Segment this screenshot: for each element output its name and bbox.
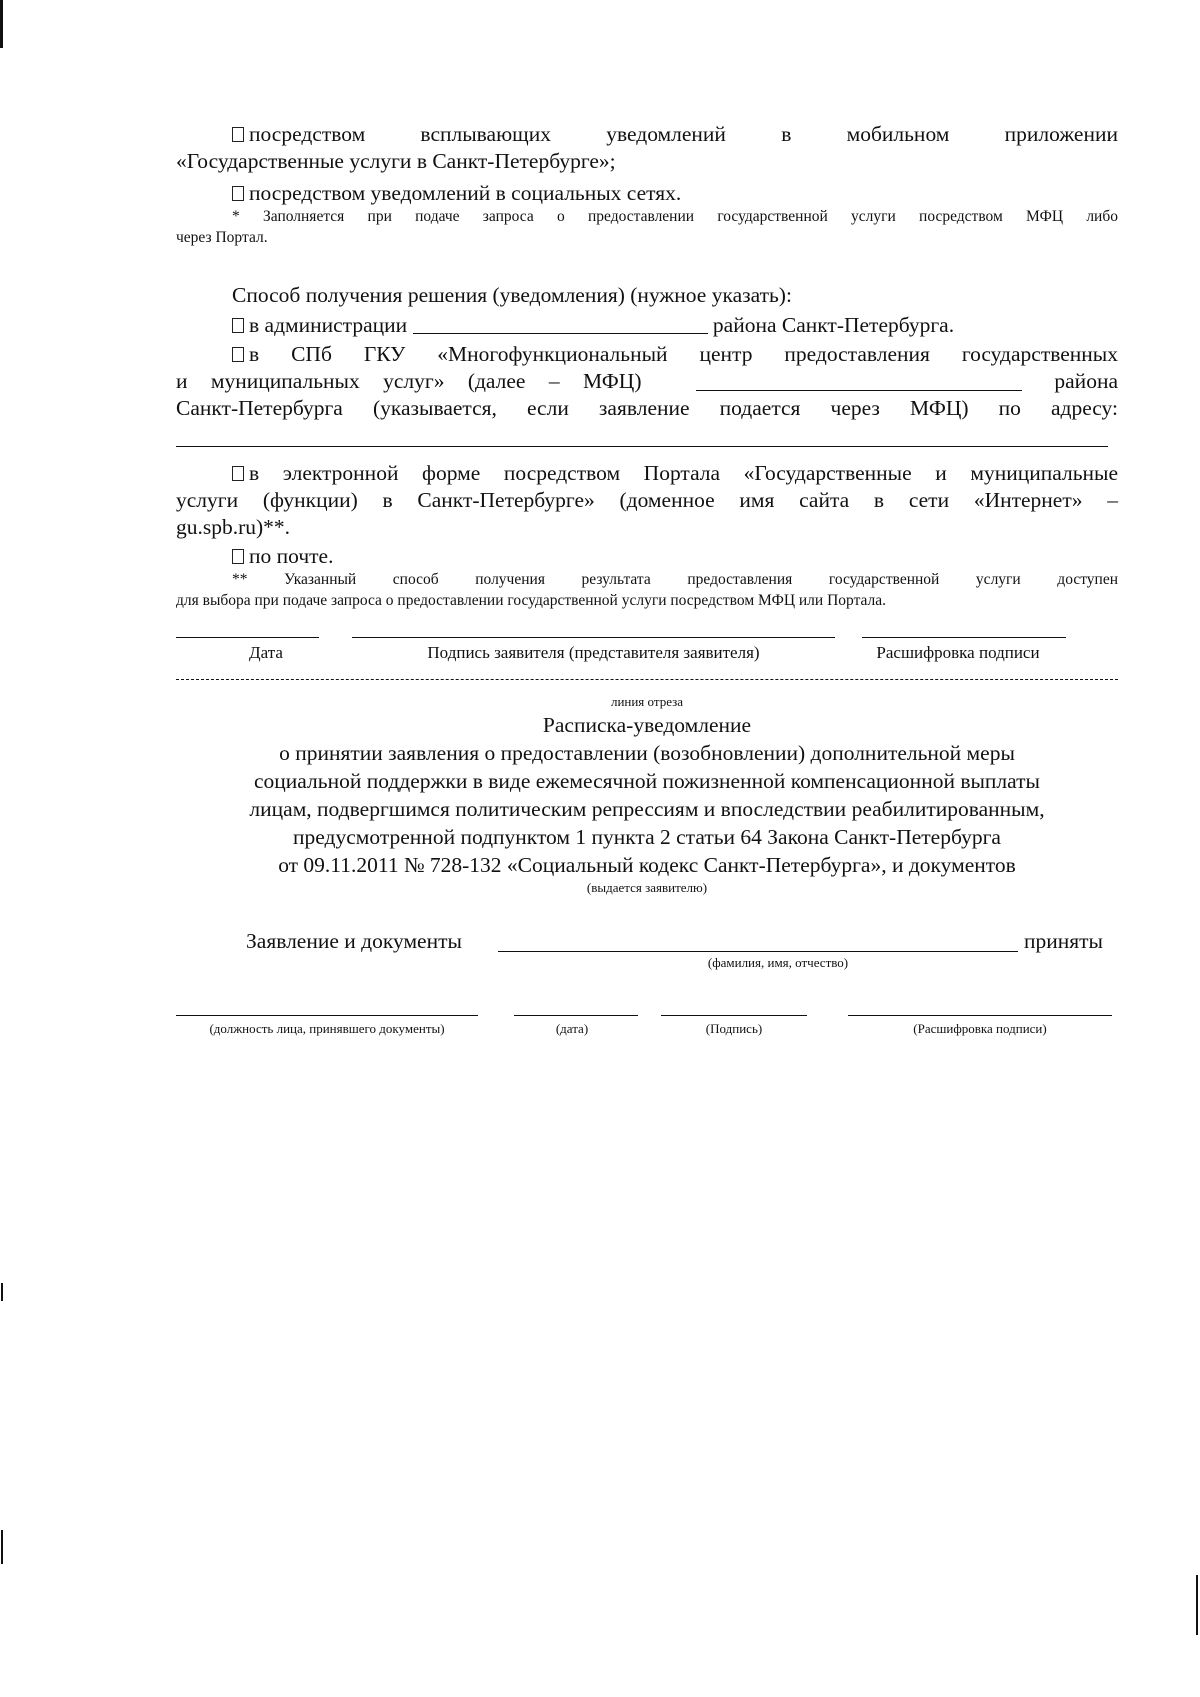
receipt-date-field[interactable] (514, 1015, 638, 1016)
method-post: по почте. (176, 543, 1118, 569)
method-mfc-line2-suffix: района (1054, 369, 1118, 393)
method-admin: в администрации района Санкт-Петербурга. (176, 311, 1118, 338)
mfc-address-field[interactable] (176, 446, 1108, 447)
receipt-line1: о принятии заявления о предоставлении (возобновлении) дополнительной меры (279, 741, 1015, 765)
receipt-date-label: (дата) (555, 1021, 589, 1036)
receipt-accepted-prefix: Заявление и документы (246, 929, 462, 953)
mfc-district-field[interactable] (696, 390, 1022, 391)
method-heading: Способ получения решения (уведомления) (нужное указать): (232, 283, 792, 307)
notify-social: посредством уведомлений в социальных сетях. (176, 180, 1118, 206)
receipt-line3: лицам, подвергшимся политическим репрессиям и впоследствии реабилитированным, (249, 797, 1045, 821)
checkbox-admin[interactable] (232, 318, 244, 333)
method-mfc-line1: в СПб ГКУ «Многофункциональный центр предоставления государственных (176, 341, 1118, 367)
position-field[interactable] (176, 1015, 478, 1016)
fio-label: (фамилия, имя, отчество) (707, 955, 849, 970)
cut-line (176, 679, 1118, 680)
footnote-2-line1: ** Указанный способ получения результата предоставления государственной услуги доступен (232, 571, 1118, 588)
method-electronic-line1: в электронной форме посредством Портала «Государственные и муниципальные (176, 460, 1118, 486)
scan-edge-mark (0, 0, 3, 48)
decode-field[interactable] (862, 637, 1066, 638)
signature-field[interactable] (352, 637, 835, 638)
signature-label: Подпись заявителя (представителя заявителя) (427, 643, 760, 662)
receipt-title: Расписка-уведомление (542, 713, 752, 737)
checkbox-mfc[interactable] (232, 347, 244, 362)
receipt-note: (выдается заявителю) (586, 880, 708, 895)
footnote-2 (176, 570, 1118, 590)
footnote-1-line2: через Портал. (176, 229, 268, 246)
cut-line-label: линия отреза (610, 694, 684, 709)
decode-label: Расшифровка подписи (876, 643, 1040, 662)
method-mfc-line2: и муниципальных услуг» (далее – МФЦ) (176, 369, 642, 393)
receipt-decode-label: (Расшифровка подписи) (913, 1021, 1047, 1036)
notify-app-line2: «Государственные услуги в Санкт-Петербурге»; (176, 149, 616, 173)
receipt-line4: предусмотренной подпунктом 1 пункта 2 статьи 64 Закона Санкт-Петербурга (293, 825, 1001, 849)
checkbox-electronic[interactable] (232, 466, 244, 481)
footnote-1-line1: * Заполняется при подаче запроса о предоставлении государственной услуги посредством МФЦ либо (232, 208, 1118, 225)
receipt-line5: от 09.11.2011 № 728-132 «Социальный кодекс Санкт-Петербурга», и документов (278, 853, 1016, 877)
checkbox-app[interactable] (232, 127, 244, 142)
scan-edge-mark (1, 1283, 3, 1301)
notify-app-line1: посредством всплывающих уведомлений в мобильном приложении (176, 121, 1118, 147)
receipt-accepted-suffix: приняты (1024, 929, 1103, 953)
method-mfc-line3: Санкт-Петербурга (указывается, если заявление подается через МФЦ) по адресу: (176, 396, 1118, 420)
receipt-line2: социальной поддержки в виде ежемесячной пожизненной компенсационной выплаты (254, 769, 1040, 793)
accepted-fio-field[interactable] (498, 951, 1018, 952)
footnote-1 (176, 207, 1118, 227)
scan-edge-mark (1196, 1575, 1198, 1635)
checkbox-post[interactable] (232, 549, 244, 564)
checkbox-social[interactable] (232, 186, 244, 201)
scan-edge-mark (1, 1530, 3, 1564)
date-field[interactable] (176, 637, 319, 638)
date-label: Дата (249, 643, 283, 662)
method-electronic-line3: gu.spb.ru)**. (176, 515, 291, 539)
method-electronic-line2: услуги (функции) в Санкт-Петербурге» (доменное имя сайта в сети «Интернет» – (176, 488, 1118, 512)
receipt-decode-field[interactable] (848, 1015, 1112, 1016)
footnote-2-line2: для выбора при подаче запроса о предоставлении государственной услуги посредством МФЦ или Портала. (176, 592, 887, 609)
receipt-sign-field[interactable] (661, 1015, 807, 1016)
receipt-sign-label: (Подпись) (705, 1021, 763, 1036)
position-label: (должность лица, принявшего документы) (209, 1021, 445, 1036)
admin-district-field[interactable] (413, 311, 708, 334)
